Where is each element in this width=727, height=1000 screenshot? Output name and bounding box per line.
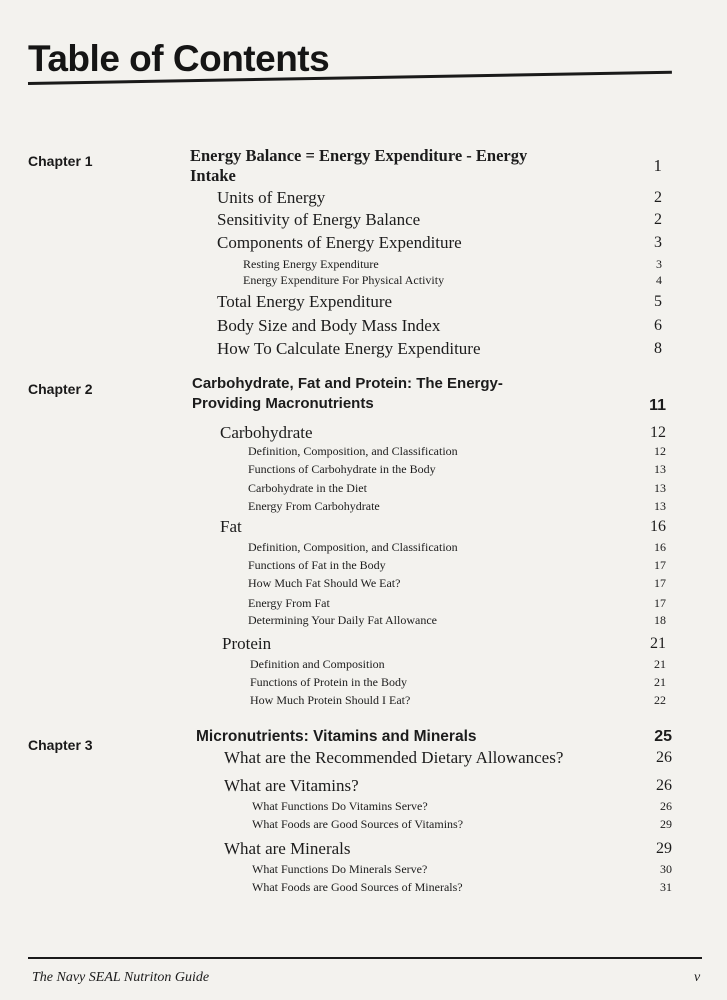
toc-entry-text: Carbohydrate in the Diet: [248, 481, 367, 495]
toc-section-entry: [224, 776, 359, 796]
footer-book-title: The Navy SEAL Nutriton Guide: [32, 970, 210, 985]
toc-page-number: 18: [654, 613, 666, 627]
toc-page-number: 26: [656, 749, 672, 766]
toc-entry-text: Definition and Composition: [250, 657, 385, 671]
toc-page-number: 17: [654, 596, 666, 610]
toc-page-number: 13: [654, 481, 666, 495]
toc-subsection-entry: [248, 481, 367, 495]
toc-entry-text: Functions of Protein in the Body: [250, 675, 407, 689]
toc-page-number: 6: [654, 317, 662, 334]
toc-entry-text: Total Energy Expenditure: [217, 292, 393, 311]
toc-section-entry: [217, 339, 481, 359]
toc-entry-text: Definition, Composition, and Classification: [248, 540, 458, 554]
toc-page-number: 16: [654, 540, 666, 554]
toc-subsection-entry: [250, 693, 410, 707]
toc-entry-text-continued: Intake: [190, 165, 236, 185]
toc-entry-text: Carbohydrate: [220, 423, 313, 442]
toc-entry-text: Energy From Carbohydrate: [248, 499, 380, 513]
toc-page-number: 26: [656, 777, 672, 794]
toc-page-number: 2: [654, 211, 662, 228]
toc-subsection-entry: [252, 880, 463, 894]
toc-page-number: 4: [656, 273, 662, 287]
toc-page-number: 22: [654, 693, 666, 707]
chapter-label: Chapter 3: [28, 737, 93, 753]
toc-entry-text: What Functions Do Vitamins Serve?: [252, 799, 428, 813]
toc-subsection-entry: [252, 862, 427, 876]
toc-page-number: 2: [654, 189, 662, 206]
toc-subsection-entry: [248, 558, 386, 572]
toc-entry-text: Sensitivity of Energy Balance: [217, 210, 421, 229]
page-title: Table of Contents: [28, 38, 330, 79]
footer-page-number: v: [694, 970, 701, 985]
toc-entry-text: Energy Expenditure For Physical Activity: [243, 273, 445, 287]
toc-section-entry: [224, 839, 351, 859]
toc-subsection-entry: [248, 462, 436, 476]
toc-page-number: 5: [654, 293, 662, 310]
toc-subsection-entry: [248, 499, 380, 513]
toc-entry-text: How Much Protein Should I Eat?: [250, 693, 411, 707]
toc-page-number: 30: [660, 862, 672, 876]
toc-section-entry: [217, 188, 325, 208]
toc-page-number: 25: [654, 728, 672, 745]
toc-page-number: 11: [649, 397, 666, 414]
toc-entry-text-continued: Providing Macronutrients: [192, 395, 374, 413]
toc-subsection-entry: [250, 675, 407, 689]
toc-page-number: 12: [654, 444, 666, 458]
toc-page-number: 12: [650, 424, 666, 441]
toc-entry-text: Components of Energy Expenditure: [217, 233, 462, 252]
footer-rule: [28, 957, 702, 959]
toc-page-number: 3: [656, 257, 662, 271]
toc-page-number: 13: [654, 462, 666, 476]
toc-subsection-entry: [248, 596, 330, 610]
toc-page-number: 29: [656, 840, 672, 857]
toc-entry-text: Functions of Fat in the Body: [248, 558, 386, 572]
toc-entry-text: Energy Balance = Energy Expenditure - Energy: [190, 146, 528, 165]
toc-entry-text: Determining Your Daily Fat Allowance: [248, 613, 437, 627]
toc-entry-text: What are Vitamins?: [224, 776, 359, 795]
toc-page-number: 16: [650, 518, 666, 535]
toc-section-entry: [217, 292, 392, 312]
toc-subsection-entry: [252, 817, 463, 831]
toc-page-number: 31: [660, 880, 672, 894]
toc-page-number: 21: [654, 657, 666, 671]
toc-section-entry: [217, 210, 420, 230]
toc-page-number: 1: [653, 156, 662, 175]
chapter-label: Chapter 2: [28, 381, 93, 397]
toc-entry-text: Micronutrients: Vitamins and Minerals: [196, 728, 477, 745]
toc-section-entry: [220, 423, 313, 443]
toc-subsection-entry: [248, 576, 400, 590]
toc-page-number: 3: [654, 234, 662, 251]
toc-subsection-entry: [248, 444, 458, 458]
toc-page-number: 13: [654, 499, 666, 513]
toc-entry-text: What Functions Do Minerals Serve?: [252, 862, 428, 876]
toc-entry-text: What are Minerals: [224, 839, 351, 858]
toc-subsection-entry: [248, 540, 458, 554]
toc-subsection-entry: [250, 657, 385, 671]
toc-section-entry: [217, 316, 440, 336]
toc-section-entry: [222, 634, 271, 654]
toc-entry-text: Units of Energy: [217, 188, 326, 207]
toc-page-number: 29: [660, 817, 672, 831]
toc-entry-text: Carbohydrate, Fat and Protein: The Energy-: [192, 375, 503, 392]
toc-section-entry: [224, 748, 563, 768]
toc-chapter-title: [190, 146, 527, 186]
toc-subsection-entry: [252, 799, 428, 813]
toc-subsection-entry: [248, 613, 437, 627]
toc-entry-text: Body Size and Body Mass Index: [217, 316, 441, 335]
toc-subsection-entry: [243, 273, 444, 287]
toc-page-number: 8: [654, 340, 662, 357]
toc-entry-text: What Foods are Good Sources of Minerals?: [252, 880, 463, 894]
toc-entry-text: Fat: [220, 517, 242, 536]
toc-page-number: 21: [654, 675, 666, 689]
toc-entry-text: How To Calculate Energy Expenditure: [217, 339, 481, 358]
toc-chapter-title: [192, 374, 503, 415]
toc-entry-text: Energy From Fat: [248, 596, 330, 610]
toc-page-number: 26: [660, 799, 672, 813]
toc-section-entry: [220, 517, 242, 537]
toc-entry-text: Protein: [222, 634, 272, 653]
toc-entry-text: Definition, Composition, and Classification: [248, 444, 458, 458]
toc-page-number: 21: [650, 635, 666, 652]
toc-page-number: 17: [654, 576, 666, 590]
toc-entry-text: Resting Energy Expenditure: [243, 257, 379, 271]
toc-entry-text: Functions of Carbohydrate in the Body: [248, 462, 436, 476]
toc-subsection-entry: [243, 257, 379, 271]
toc-entry-text: How Much Fat Should We Eat?: [248, 576, 401, 590]
toc-section-entry: [217, 233, 462, 253]
toc-entry-text: What Foods are Good Sources of Vitamins?: [252, 817, 464, 831]
toc-page-number: 17: [654, 558, 666, 572]
toc-entry-text: What are the Recommended Dietary Allowances?: [224, 748, 564, 767]
toc-chapter-title: [196, 727, 477, 748]
chapter-label: Chapter 1: [28, 153, 93, 169]
